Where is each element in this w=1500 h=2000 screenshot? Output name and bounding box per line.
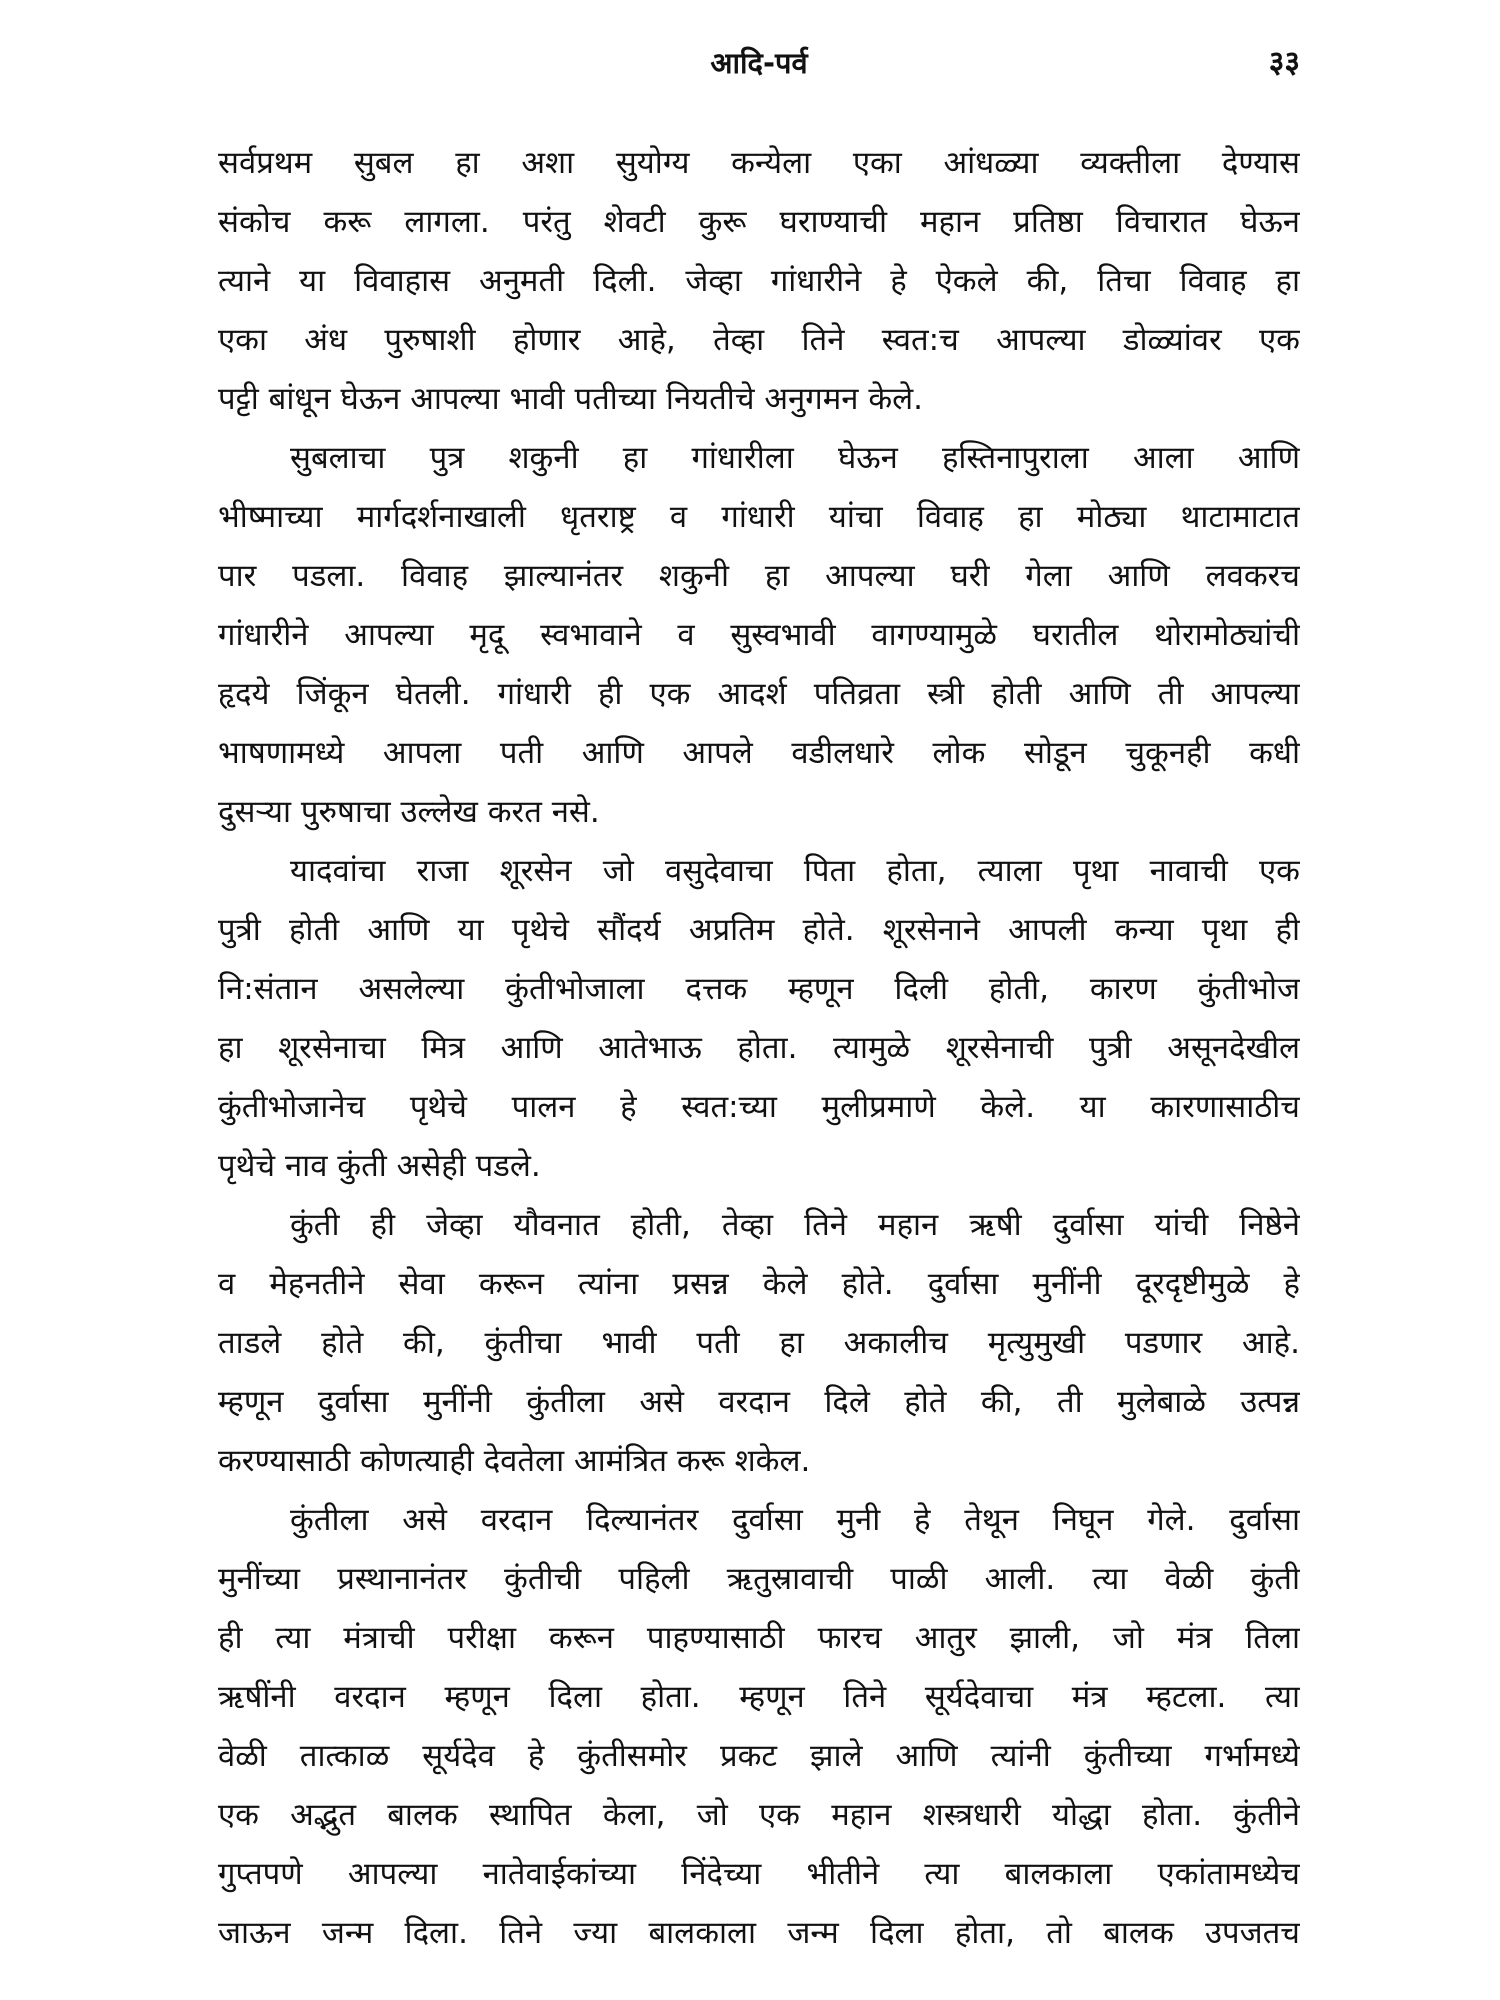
text-line: हा शूरसेनाचा मित्र आणि आतेभाऊ होता. त्यामुळे शूरसेनाची पुत्री असूनदेखील (218, 1030, 1300, 1066)
text-line: गांधारीने आपल्या मृदू स्वभावाने व सुस्वभावी वागण्यामुळे घरातील थोरामोठ्यांची (218, 617, 1300, 653)
text-line: पृथेचे नाव कुंती असेही पडले. (218, 1148, 541, 1184)
paragraph-4 (218, 1196, 1300, 1491)
text-line: त्याने या विवाहास अनुमती दिली. जेव्हा गांधारीने हे ऐकले की, तिचा विवाह हा (218, 263, 1300, 299)
text-line: मुनींच्या प्रस्थानानंतर कुंतीची पहिली ऋतुस्रावाची पाळी आली. त्या वेळी कुंती (218, 1561, 1300, 1597)
paragraph-1 (218, 134, 1300, 429)
text-line: ऋषींनी वरदान म्हणून दिला होता. म्हणून तिने सूर्यदेवाचा मंत्र म्हटला. त्या (218, 1679, 1300, 1715)
running-title: आदि-पर्व (710, 46, 808, 80)
text-line: वेळी तात्काळ सूर्यदेव हे कुंतीसमोर प्रकट झाले आणि त्यांनी कुंतीच्या गर्भामध्ये (218, 1738, 1300, 1774)
text-line: यादवांचा राजा शूरसेन जो वसुदेवाचा पिता होता, त्याला पृथा नावाची एक (290, 853, 1300, 889)
page-header (218, 38, 1300, 88)
text-line: एका अंध पुरुषाशी होणार आहे, तेव्हा तिने स्वत:च आपल्या डोळ्यांवर एक (218, 322, 1300, 358)
paragraph-2 (218, 429, 1300, 842)
paragraph-5 (218, 1491, 1300, 1963)
paragraph-3 (218, 842, 1300, 1196)
text-line: दुसऱ्या पुरुषाचा उल्लेख करत नसे. (218, 794, 600, 830)
text-line: भीष्माच्या मार्गदर्शनाखाली धृतराष्ट्र व गांधारी यांचा विवाह हा मोठ्या थाटामाटात (218, 499, 1300, 535)
text-line: हृदये जिंकून घेतली. गांधारी ही एक आदर्श पतिव्रता स्त्री होती आणि ती आपल्या (218, 676, 1300, 712)
text-line: पार पडला. विवाह झाल्यानंतर शकुनी हा आपल्या घरी गेला आणि लवकरच (218, 558, 1300, 594)
text-line: म्हणून दुर्वासा मुनींनी कुंतीला असे वरदान दिले होते की, ती मुलेबाळे उत्पन्न (218, 1384, 1300, 1420)
text-line: सुबलाचा पुत्र शकुनी हा गांधारीला घेऊन हस्तिनापुराला आला आणि (290, 440, 1300, 476)
text-line: कुंतीला असे वरदान दिल्यानंतर दुर्वासा मुनी हे तेथून निघून गेले. दुर्वासा (290, 1502, 1300, 1538)
text-line: नि:संतान असलेल्या कुंतीभोजाला दत्तक म्हणून दिली होती, कारण कुंतीभोज (218, 971, 1300, 1007)
text-line: एक अद्भुत बालक स्थापित केला, जो एक महान शस्त्रधारी योद्धा होता. कुंतीने (218, 1797, 1300, 1833)
text-line: गुप्तपणे आपल्या नातेवाईकांच्या निंदेच्या भीतीने त्या बालकाला एकांतामध्येच (218, 1856, 1300, 1892)
page-number: ३३ (1268, 45, 1300, 80)
text-line: भाषणामध्ये आपला पती आणि आपले वडीलधारे लोक सोडून चुकूनही कधी (218, 735, 1300, 771)
text-line: ताडले होते की, कुंतीचा भावी पती हा अकालीच मृत्युमुखी पडणार आहे. (218, 1325, 1300, 1361)
text-line: पुत्री होती आणि या पृथेचे सौंदर्य अप्रतिम होते. शूरसेनाने आपली कन्या पृथा ही (218, 912, 1300, 948)
text-line: सर्वप्रथम सुबल हा अशा सुयोग्य कन्येला एका आंधळ्या व्यक्तीला देण्यास (218, 145, 1300, 181)
text-line: व मेहनतीने सेवा करून त्यांना प्रसन्न केले होते. दुर्वासा मुनींनी दूरदृष्टीमुळे हे (218, 1266, 1300, 1302)
text-line: ही त्या मंत्राची परीक्षा करून पाहण्यासाठी फारच आतुर झाली, जो मंत्र तिला (218, 1620, 1300, 1656)
text-line: करण्यासाठी कोणत्याही देवतेला आमंत्रित करू शकेल. (218, 1443, 811, 1479)
text-line: जाऊन जन्म दिला. तिने ज्या बालकाला जन्म दिला होता, तो बालक उपजतच (218, 1915, 1300, 1951)
text-line: पट्टी बांधून घेऊन आपल्या भावी पतीच्या नियतीचे अनुगमन केले. (218, 381, 923, 417)
text-line: कुंतीभोजानेच पृथेचे पालन हे स्वत:च्या मुलीप्रमाणे केले. या कारणासाठीच (218, 1089, 1300, 1125)
body-text (218, 134, 1300, 1963)
text-line: संकोच करू लागला. परंतु शेवटी कुरू घराण्याची महान प्रतिष्ठा विचारात घेऊन (218, 204, 1300, 240)
text-line: कुंती ही जेव्हा यौवनात होती, तेव्हा तिने महान ऋषी दुर्वासा यांची निष्ठेने (290, 1207, 1300, 1243)
